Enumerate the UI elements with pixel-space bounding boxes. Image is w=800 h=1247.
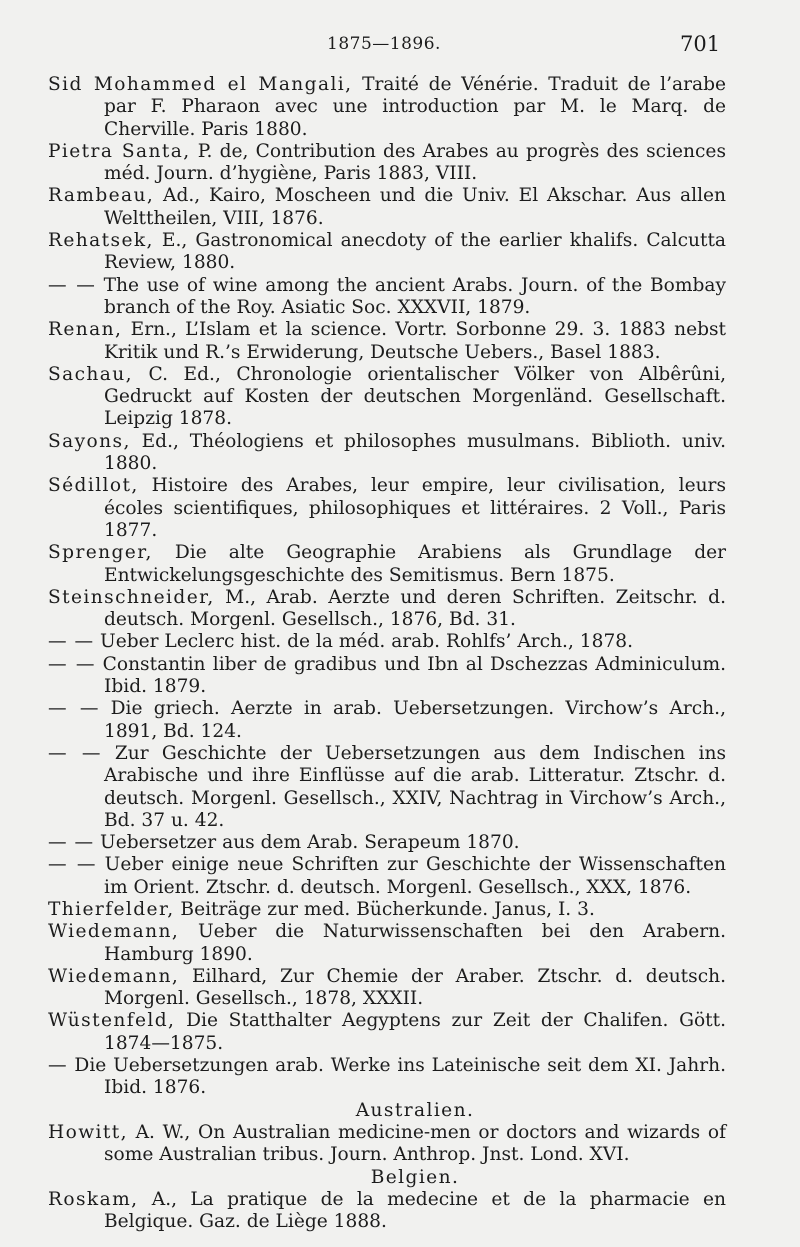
bibliography-entry	[48, 364, 726, 431]
entry-text: Die Statthalter Aegyptens zur Zeit der Chalifen. Gött. 1874—1875.	[104, 1010, 726, 1054]
entry-text: Die Uebersetzungen arab. Werke ins Lateinische seit dem XI. Jahrh. Ibid. 1876.	[67, 1055, 726, 1099]
bibliography-entry	[48, 141, 726, 186]
entry-author: Renan,	[48, 319, 123, 341]
entry-author: —	[48, 1055, 68, 1077]
bibliography-entry	[48, 966, 726, 1011]
section-heading: Belgien.	[370, 1166, 460, 1188]
entry-text: Ed., Théologiens et philosophes musulmans. Biblioth. univ. 1880.	[104, 430, 726, 475]
entry-text: Ueber Leclerc hist. de la méd. arab. Rohlfs’ Arch., 1878.	[94, 631, 634, 653]
entry-author: Rehatsek,	[48, 230, 154, 252]
entry-author: — —	[48, 631, 95, 653]
entry-text: Die griech. Aerzte in arab. Uebersetzungen. Virchow’s Arch., 1891, Bd. 124.	[99, 698, 726, 742]
entry-author: — —	[48, 832, 95, 854]
bibliography-entry	[48, 185, 726, 230]
bibliography-entry	[48, 921, 726, 966]
entry-author: — —	[48, 653, 96, 675]
entry-author: Wüstenfeld,	[48, 1010, 176, 1032]
section-heading: Australien.	[355, 1099, 475, 1121]
bibliography-entry	[48, 74, 726, 141]
bibliography-entry	[48, 319, 726, 364]
entry-author: Sayons,	[48, 430, 131, 452]
entry-text: Ad., Kairo, Moscheen und die Univ. El Akschar. Aus allen Welttheilen, VIII, 1876.	[104, 185, 726, 229]
bibliography-entry	[48, 631, 726, 653]
entry-text: Eilhard, Zur Chemie der Araber. Ztschr. d. deutsch. Morgenl. Gesellsch., 1878, XXXII.	[104, 965, 726, 1010]
entry-author: Sid Mohammed el Mangali,	[48, 74, 353, 95]
entry-text: M., Arab. Aerzte und deren Schriften. Zeitschr. d. deutsch. Morgenl. Gesellsch., 1876, Bd. 31.	[104, 586, 726, 631]
entry-author: Wiedemann,	[48, 921, 180, 943]
bibliography-entry	[48, 587, 726, 632]
entry-text: Traité de Vénérie. Traduit de l’arabe par F. Pharaon avec une introduction par M. le Marq. de Cherville. Paris 1880.	[104, 74, 726, 140]
entry-author: Pietra Santa,	[48, 140, 191, 162]
entry-author: Steinschneider,	[48, 586, 215, 608]
bibliography-entry	[48, 1055, 726, 1100]
bibliography-entry	[48, 1189, 726, 1234]
bibliography-entry	[48, 832, 726, 854]
entry-author: Rambeau,	[48, 185, 155, 207]
entry-author: Thierfelder,	[48, 898, 175, 920]
entry-author: Sédillot,	[48, 475, 139, 497]
bibliography-entry	[48, 475, 726, 542]
entry-author: Sachau,	[48, 363, 133, 385]
entry-text: Histoire des Arabes, leur empire, leur civilisation, leurs écoles scientifiques, philosophiques et littéraires. 2 Voll., Paris 1877.	[104, 475, 726, 541]
entry-author: — —	[48, 742, 102, 764]
entry-author: Sprenger,	[48, 542, 153, 564]
entry-author: — —	[48, 854, 97, 876]
bibliography-entry	[48, 542, 726, 587]
entry-text: Ueber einige neue Schriften zur Geschichte der Wissenschaften im Orient. Ztschr. d. deutsch. Morgenl. Gesellsch., XXX, 1876.	[96, 854, 726, 898]
entry-author: Howitt,	[48, 1121, 128, 1143]
entry-text: Uebersetzer aus dem Arab. Serapeum 1870.	[94, 832, 520, 854]
entry-author: Roskam,	[48, 1188, 139, 1210]
bibliography-entry	[48, 854, 726, 899]
entry-text: Die alte Geographie Arabiens als Grundlage der Entwickelungsgeschichte des Semitismus. Bern 1875.	[104, 542, 726, 586]
entry-text: A. W., On Australian medicine-men or doctors and wizards of some Australian tribus. Journ. Anthrop. Jnst. Lond. XVI.	[104, 1121, 726, 1166]
entry-text: A., La pratique de la medecine et de la pharmacie en Belgique. Gaz. de Liège 1888.	[104, 1188, 726, 1233]
entry-text: Zur Geschichte der Uebersetzungen aus dem Indischen ins Arabische und ihre Einflüsse auf die arab. Litteratur. Ztschr. d. deutsch. Morgenl. Gesellsch., XXIV, Nachtrag in Virchow’s Arch., Bd. 37 u. 42.	[101, 742, 726, 831]
entry-text: C. Ed., Chronologie orientalischer Völker von Albêrûni, Gedruckt auf Kosten der deutschen Morgenländ. Gesellschaft. Leipzig 1878.	[104, 363, 726, 430]
entry-text: E., Gastronomical anecdoty of the earlier khalifs. Calcutta Review, 1880.	[104, 230, 726, 274]
entry-author: — —	[48, 698, 100, 720]
bibliography-entry	[48, 743, 726, 832]
entry-text: Ueber die Naturwissenschaften bei den Arabern. Hamburg 1890.	[104, 921, 726, 965]
page-number: 701	[680, 32, 721, 56]
bibliography-entry	[48, 275, 726, 320]
entry-author: — —	[48, 274, 96, 296]
bibliography-entry	[48, 431, 726, 476]
entry-author: Wiedemann,	[48, 965, 180, 987]
entry-text: Ern., L’Islam et la science. Vortr. Sorbonne 29. 3. 1883 nebst Kritik und R.’s Erwiderung, Deutsche Uebers., Basel 1883.	[104, 319, 726, 363]
entry-text: P. de, Contribution des Arabes au progrès des sciences méd. Journ. d’hygiène, Paris 1883, VIII.	[104, 140, 726, 185]
bibliography-entry	[48, 654, 726, 699]
entry-text: Constantin liber de gradibus und Ibn al Dschezzas Adminiculum. Ibid. 1879.	[95, 653, 726, 698]
bibliography-entry	[48, 1122, 726, 1167]
bibliography-entry	[48, 899, 726, 921]
bibliography-entry	[48, 1010, 726, 1055]
entry-text: Beiträge zur med. Bücherkunde. Janus, I. 3.	[174, 898, 595, 920]
entry-text: The use of wine among the ancient Arabs. Journ. of the Bombay branch of the Roy. Asiatic Soc. XXXVII, 1879.	[95, 274, 726, 318]
running-header: 1875—1896.	[327, 34, 441, 54]
bibliography-list	[48, 74, 726, 1233]
bibliography-entry	[48, 698, 726, 743]
bibliography-entry	[48, 230, 726, 275]
